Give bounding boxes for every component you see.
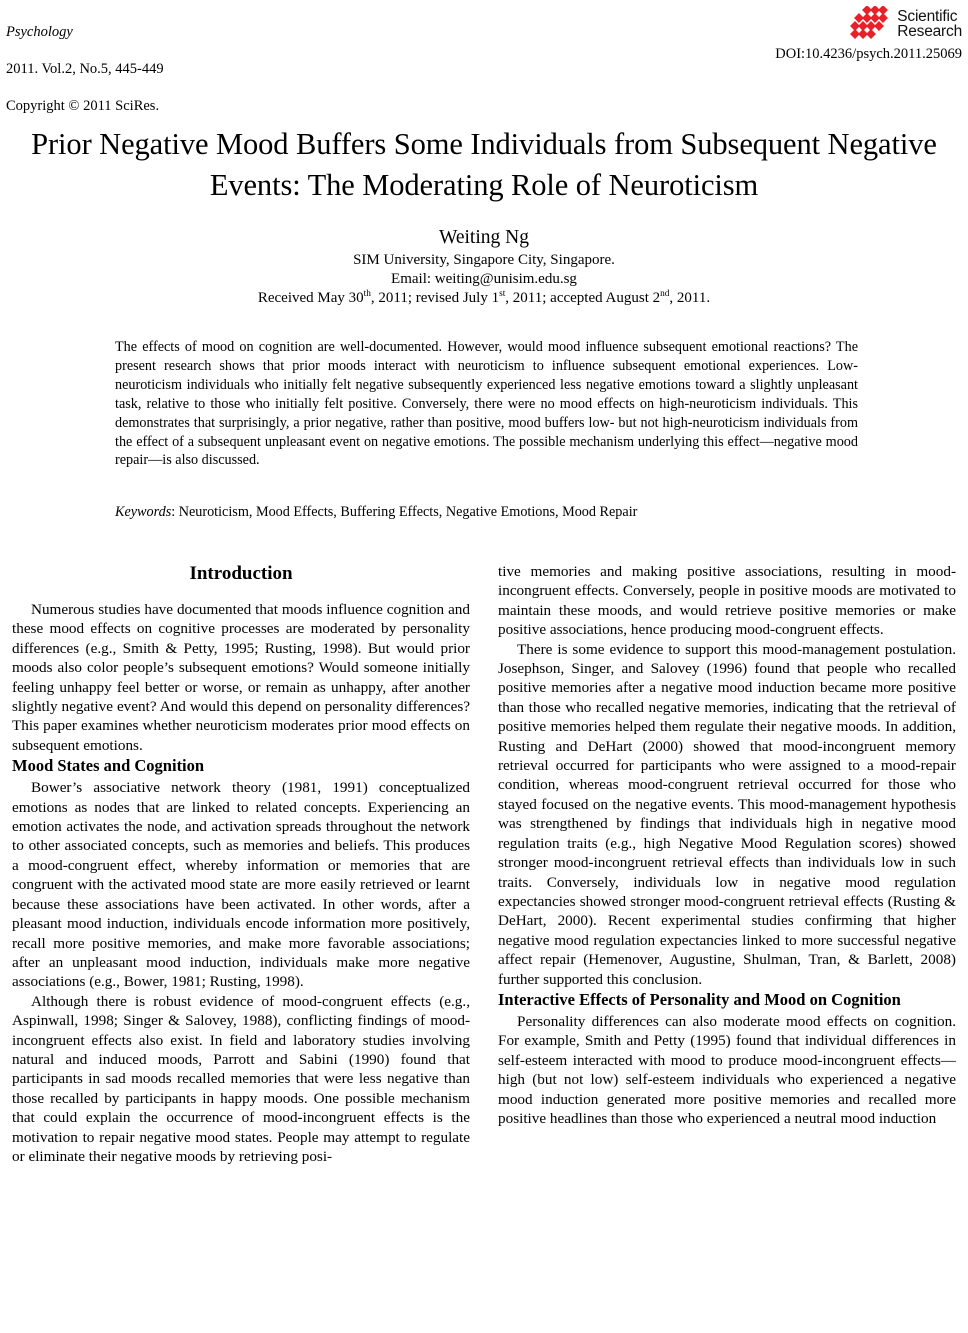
author-block <box>60 226 908 308</box>
paragraph-mood-states-1: Bower’s associative network theory (1981, 1991) conceptualized emotions as nodes that are linked to related concepts. Experiencing an emotion activates the node, and activation spreads throughout the network to other associated concepts, such as memories and beliefs. This produces a mood-congruent effect, whereby information or memories that are congruent with the activated mood state are more easily retrieved or learnt because these associations have been activated. In other words, after a pleasant mood induction, individuals encode information more positively, recall more positive memories, and make more favorable associations; after an unpleasant mood induction, individuals make more negative associations (e.g., Bower, 1981; Rusting, 1998). <box>12 779 470 991</box>
keywords-label: Keywords <box>115 504 172 520</box>
keywords-line <box>115 503 858 522</box>
history-year: , 2011. <box>669 290 711 306</box>
journal-volume-line: 2011. Vol.2, No.5, 445-449 <box>6 60 164 77</box>
paragraph-mood-states-2: Although there is robust evidence of mood-congruent effects (e.g., Aspinwall, 1998; Singer & Salovey, 1988), conflicting findings of mood-incongruent effects also exist. In field and laboratory studies involving natural and induced moods, Parrott and Sabini (1990) found that participants in sad moods recalled memories that were less negative than those recalled by participants in happy moods. One possible mechanism that could explain the occurrence of mood-incongruent effects is the motivation to repair negative mood states. People may attempt to regulate or eliminate their negative moods by retrieving posi- <box>12 992 470 1165</box>
doi: DOI:10.4236/psych.2011.25069 <box>775 46 962 62</box>
author-name: Weiting Ng <box>439 227 529 248</box>
masthead <box>6 4 962 114</box>
paragraph-mood-management: There is some evidence to support this mood-management postulation. Josephson, Singer, and Salovey (1996) found that people who recalled positive memories after a negative mood induction became more positive than those who recalled negative memories, indicating that the retrieval of positive memories helped them regulate their negative moods. In addition, Rusting and DeHart (2000) showed that mood-incongruent memory retrieval occurred for participants who were assigned to a mood-repair condition, whereas mood-congruent retrieval occurred for those who stayed focused on the negative events. This mood-management hypothesis was strengthened by findings that individuals high in negative mood regulation traits (e.g., high Negative Mood Regulation scores) showed stronger mood-incongruent retrieval effects than individuals low in such traits. Conversely, individuals low in negative mood regulation expectancies showed stronger mood-congruent retrieval effects (Rusting & DeHart, 2000). Recent experimental studies confirming that higher negative mood regulation expectancies linked to more successful negative affect repair (Hemenover, Augustine, Shulman, Tran, & Barlett, 2008) further supported this conclusion. <box>498 640 956 988</box>
paper-title: Prior Negative Mood Buffers Some Individuals from Subsequent Negative Events: The Moderating Role of Neuroticism <box>31 127 937 203</box>
paragraph-intro-1: Numerous studies have documented that moods influence cognition and these mood effects on cognitive processes are moderated by personality differences (e.g., Smith & Petty, 1995; Rusting, 1998). But would prior moods also color people’s subsequent emotions? Would someone initially feeling unhappy feel better or worse, or remain as unhappy, after another slightly negative event? And would this depend on personality differences? This paper examines whether neuroticism moderates prior mood effects on subsequent emotions. <box>12 601 470 754</box>
publisher-name-line1: Scientific <box>897 7 958 25</box>
abstract-text: The effects of mood on cognition are well-documented. However, would mood influence subsequent emotional reactions? The present research shows that prior moods interact with neuroticism to influence subsequent emotional experiences. Low-neuroticism individuals who initially felt negative subsequently experienced less negative emotions toward a slightly unpleasant task, relative to those who initially felt positive. Conversely, there were no mood effects on high-neuroticism individuals. This demonstrates that surprisingly, a prior negative, rather than positive, mood buffers low- but not high-neuroticism individuals from the effect of a subsequent unpleasant event on negative emotions. The possible mechanism underlying this effect—negative mood repair—is also discussed. <box>115 339 858 469</box>
history-sup-st: st <box>499 289 506 299</box>
history-received: Received May 30 <box>257 290 364 306</box>
heading-introduction: Introduction <box>189 563 293 584</box>
history-accepted: , 2011; accepted August 2 <box>505 290 661 306</box>
author-affiliation: SIM University, Singapore City, Singapore. <box>353 252 615 268</box>
left-column <box>12 562 470 1333</box>
body-columns <box>12 562 956 1333</box>
keywords-value: : Neuroticism, Mood Effects, Buffering Effects, Negative Emotions, Mood Repair <box>171 504 638 520</box>
author-email: Email: weiting@unisim.edu.sg <box>391 271 577 287</box>
journal-name: Psychology <box>6 23 73 40</box>
paragraph-right-continuation: tive memories and making positive associations, resulting in mood-incongruent effects. Conversely, people in positive moods are motivated to maintain these moods, and would retrieve positive memories or make positive associations, hence producing mood-congruent effects. <box>498 563 956 639</box>
paragraph-interactive-effects-1: Personality differences can also moderate mood effects on cognition. For example, Smith and Petty (1995) found that individual differences in self-esteem interacted with mood to produce mood-incongruent effects—high (but not low) self-esteem individuals who experienced a negative mood induction generated more positive memories and recalled more positive headlines than those who experienced a neutral mood induction <box>498 1012 956 1127</box>
history-sup-th: th <box>363 289 371 299</box>
heading-interactive-effects: Interactive Effects of Personality and Mood on Cognition <box>498 989 901 1009</box>
journal-copyright-line: Copyright © 2011 SciRes. <box>6 97 160 114</box>
history-sup-nd: nd <box>660 289 670 299</box>
publisher-logo <box>849 4 962 44</box>
submission-history <box>60 289 908 308</box>
right-column <box>498 562 956 1333</box>
publisher-name-line2: Research <box>897 23 962 40</box>
journal-info <box>6 4 164 134</box>
publisher-name <box>897 9 962 40</box>
history-revised: , 2011; revised July 1 <box>370 290 500 306</box>
heading-mood-states-and-cognition: Mood States and Cognition <box>12 756 205 776</box>
diamond-grid-logo-icon <box>849 6 893 42</box>
